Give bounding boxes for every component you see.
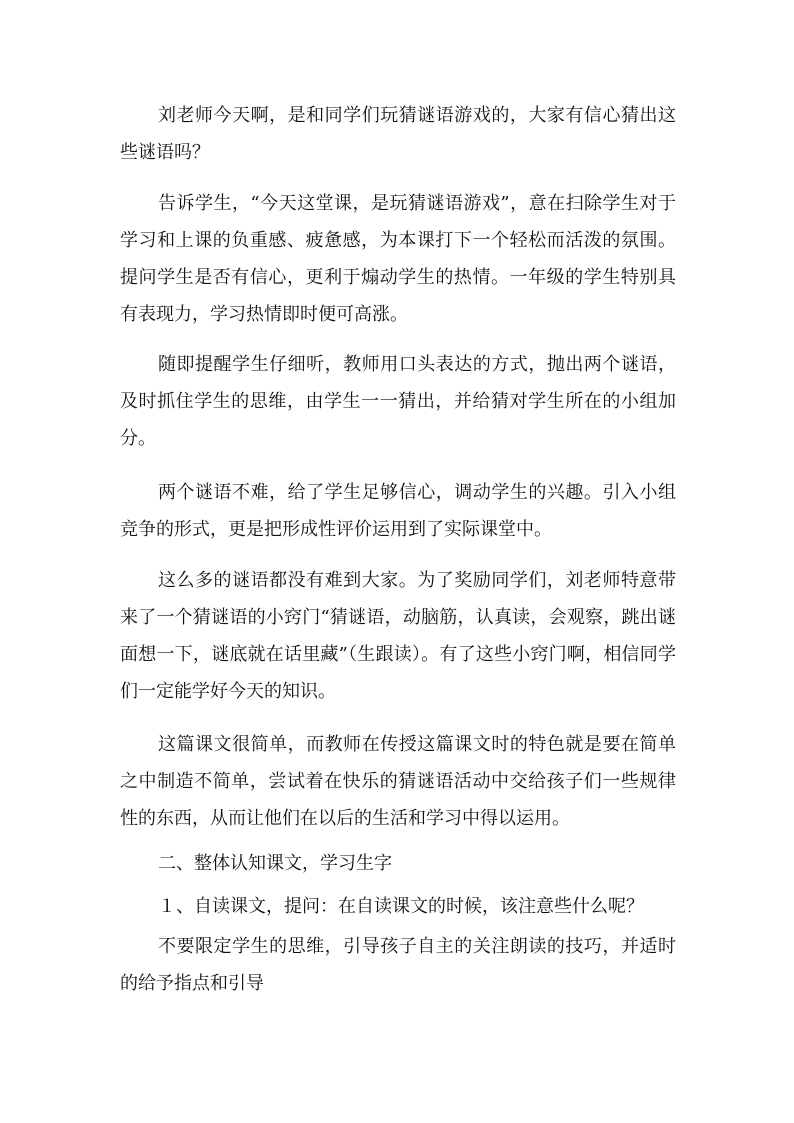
paragraph-explanation: 告诉学生，“今天这堂课，是玩猜谜语游戏”，意在扫除学生对于学习和上课的负重感、疲惫感，为本课打下一个轻松而活泼的氛围。提问学生是否有信心，更利于煽动学生的热情。一年级的学生特别具有表现力，学习热情即时便可高涨。 (120, 193, 676, 325)
paragraph-guidance: 不要限定学生的思维，引导孩子自主的关注朗读的技巧，并适时的给予指点和引导 (120, 936, 676, 994)
paragraph-self-reading: １、自读课文，提问：在自读课文的时候，该注意些什么呢？ (158, 896, 644, 917)
paragraph-confidence: 两个谜语不难，给了学生足够信心，调动学生的兴趣。引入小组竞争的形式，更是把形成性评价运用到了实际课堂中。 (120, 482, 676, 540)
paragraph-riddles: 随即提醒学生仔细听，教师用口头表达的方式，抛出两个谜语，及时抓住学生的思维，由学生一一猜出，并给猜对学生所在的小组加分。 (120, 354, 676, 449)
paragraph-intro-question: 刘老师今天啊，是和同学们玩猜谜语游戏的，大家有信心猜出这些谜语吗？ (120, 105, 676, 163)
paragraph-tips: 这么多的谜语都没有难到大家。为了奖励同学们，刘老师特意带来了一个猜谜语的小窍门“猜谜语，动脑筋，认真读，会观察，跳出谜面想一下，谜底就在话里藏”（生跟读）。有了这些小窍门啊，相信同学们一定能学好今天的知识。 (120, 570, 676, 702)
section-heading-2: 二、整体认知课文，学习生字 (158, 853, 392, 874)
paragraph-lesson-feature: 这篇课文很简单，而教师在传授这篇课文时的特色就是要在简单之中制造不简单，尝试着在快乐的猜谜语活动中交给孩子们一些规律性的东西，从而让他们在以后的生活和学习中得以运用。 (120, 734, 676, 829)
